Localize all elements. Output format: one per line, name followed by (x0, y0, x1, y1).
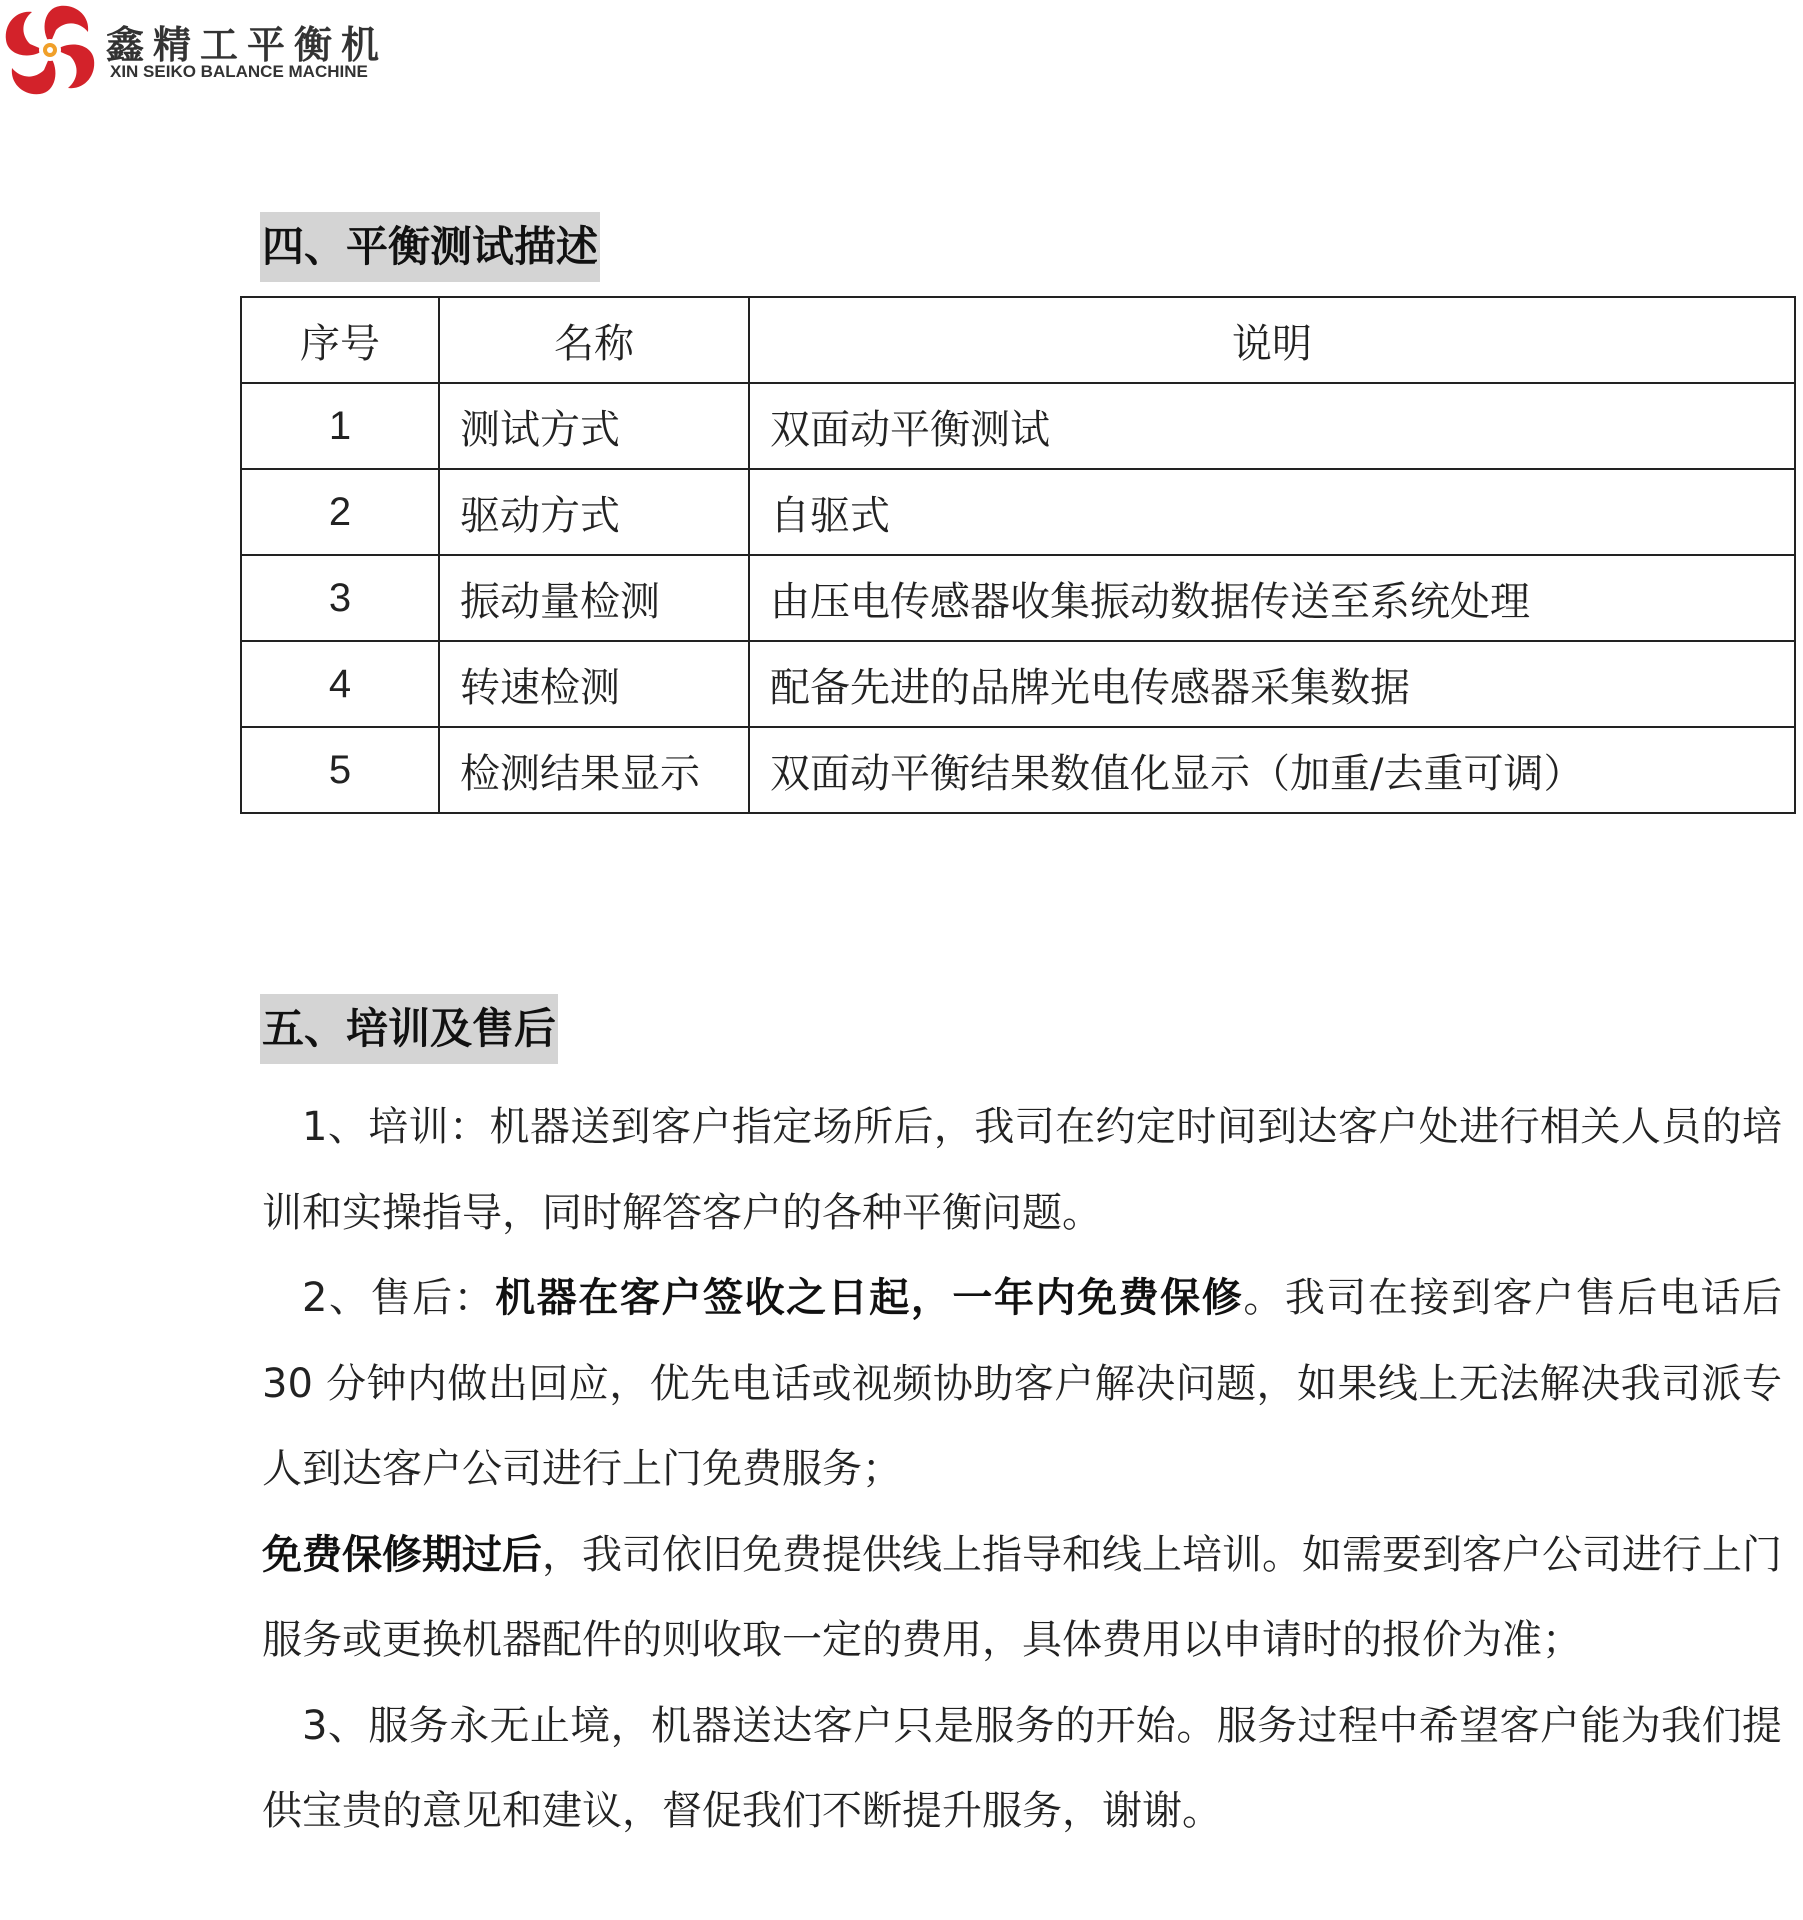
row-name: 检测结果显示 (439, 727, 749, 813)
brand-name-cn: 鑫精工平衡机 (106, 23, 389, 67)
row-desc: 配备先进的品牌光电传感器采集数据 (749, 641, 1795, 727)
column-header-desc: 说明 (749, 297, 1795, 383)
row-desc: 双面动平衡结果数值化显示（加重/去重可调） (749, 727, 1795, 813)
row-desc: 自驱式 (749, 469, 1795, 555)
after-sales-paragraph (262, 1256, 1782, 1513)
service-body (262, 1085, 1782, 1855)
row-name: 测试方式 (439, 383, 749, 469)
flower-swirl-logo-icon (0, 0, 100, 100)
service-closing-paragraph: 3、服务永无止境，机器送达客户只是服务的开始。服务过程中希望客户能为我们提供宝贵的意见和建议，督促我们不断提升服务，谢谢。 (262, 1702, 1782, 1834)
row-desc: 由压电传感器收集振动数据传送至系统处理 (749, 555, 1795, 641)
table-row (241, 383, 1795, 469)
post-warranty-detail: ，我司依旧免费提供线上指导和线上培训。如需要到客户公司进行上门服务或更换机器配件的则收取一定的费用，具体费用以申请时的报价为准； (262, 1531, 1782, 1663)
table-header-row (241, 297, 1795, 383)
table-row (241, 727, 1795, 813)
row-name: 振动量检测 (439, 555, 749, 641)
table-row (241, 641, 1795, 727)
after-sales-detail: 。我司在接到客户售后电话后 30 分钟内做出回应，优先电话或视频协助客户解决问题，如果线上无法解决我司派专人到达客户公司进行上门免费服务； (262, 1275, 1783, 1492)
column-header-name: 名称 (439, 297, 749, 383)
after-sales-label: 2、售后： (302, 1275, 496, 1321)
row-seq: 4 (241, 641, 439, 727)
table-row (241, 555, 1795, 641)
row-name: 驱动方式 (439, 469, 749, 555)
table-row (241, 469, 1795, 555)
post-warranty-highlight: 免费保修期过后 (262, 1531, 542, 1578)
row-seq: 5 (241, 727, 439, 813)
column-header-seq: 序号 (241, 297, 439, 383)
section-5-title: 五、培训及售后 (260, 994, 558, 1064)
row-desc: 双面动平衡测试 (749, 383, 1795, 469)
brand-name-en: XIN SEIKO BALANCE MACHINE (110, 62, 368, 81)
page-header (0, 0, 420, 100)
row-seq: 3 (241, 555, 439, 641)
row-name: 转速检测 (439, 641, 749, 727)
balance-test-table (240, 296, 1796, 814)
row-seq: 2 (241, 469, 439, 555)
row-seq: 1 (241, 383, 439, 469)
warranty-highlight: 机器在客户签收之日起，一年内免费保修 (495, 1275, 1244, 1321)
post-warranty-paragraph (262, 1513, 1782, 1684)
training-paragraph: 1、培训：机器送到客户指定场所后，我司在约定时间到达客户处进行相关人员的培训和实操指导，同时解答客户的各种平衡问题。 (262, 1104, 1782, 1236)
section-4-title: 四、平衡测试描述 (260, 212, 600, 282)
